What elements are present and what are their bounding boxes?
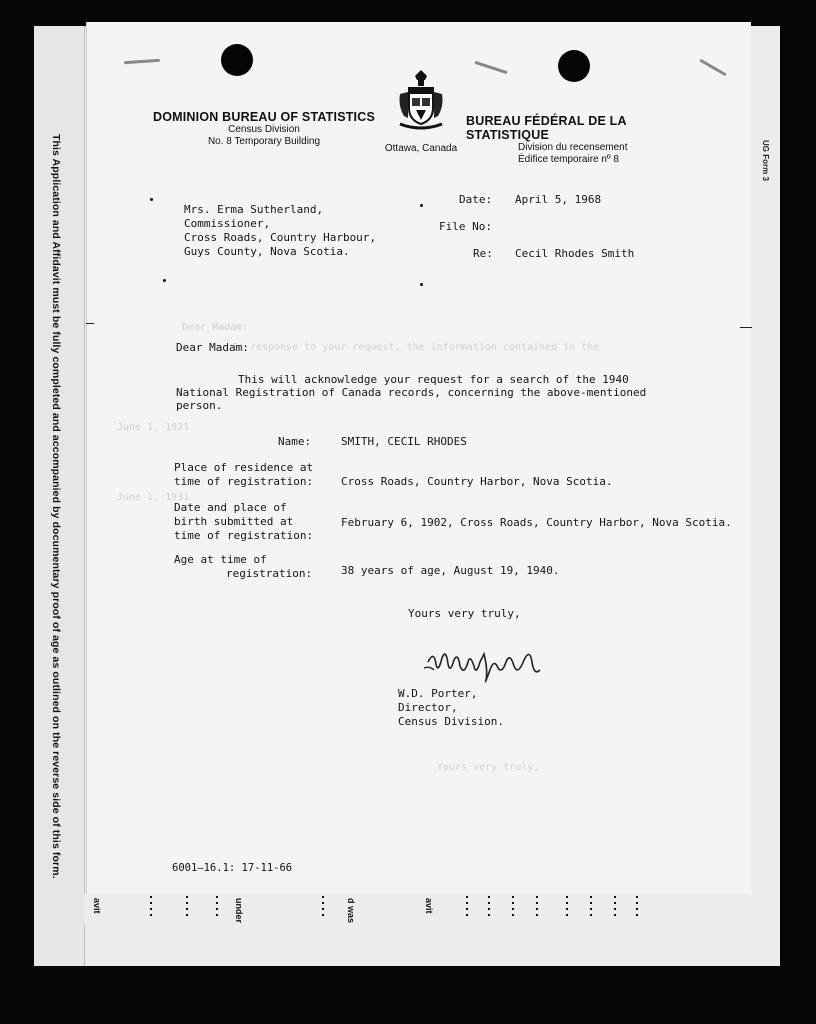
division-fr: Division du recensement bbox=[518, 142, 628, 153]
residence-label bbox=[174, 461, 313, 489]
location-line: Ottawa, Canada bbox=[384, 143, 458, 154]
dotted-rule bbox=[636, 896, 638, 920]
name-value: SMITH, CECIL RHODES bbox=[341, 435, 467, 448]
body-line: This will acknowledge your request for a search of the 1940 bbox=[238, 373, 629, 386]
address-window-marker bbox=[420, 204, 423, 207]
dotted-rule bbox=[614, 896, 616, 920]
re-label: Re: bbox=[473, 247, 493, 260]
bleed-through-text: In response to your request, the information contained in the bbox=[232, 342, 600, 353]
bleed-through-text: June 1, 1931 bbox=[117, 492, 190, 503]
age-label bbox=[174, 553, 312, 581]
building-fr: Édifice temporaire nº 8 bbox=[518, 154, 619, 165]
salutation: Dear Madam: bbox=[176, 341, 249, 354]
birth-label bbox=[174, 501, 313, 543]
valediction: Yours very truly, bbox=[408, 607, 521, 620]
dotted-rule bbox=[186, 896, 188, 920]
dotted-rule bbox=[536, 896, 538, 920]
name-label: Name: bbox=[278, 435, 312, 448]
address-window-marker bbox=[420, 283, 423, 286]
age-label-line: registration: bbox=[226, 567, 313, 580]
side-instruction-note: This Application and Affidavit must be fully completed and accompanied by documentary proof of age as outlined on the reverse side of this form. bbox=[50, 134, 62, 879]
age-label-line: Age at time of bbox=[174, 553, 267, 566]
body-line: National Registration of Canada records, concerning the above-mentioned bbox=[176, 386, 647, 399]
addressee-block bbox=[184, 203, 376, 259]
bottom-word: avit bbox=[424, 898, 434, 914]
date-label: Date: bbox=[459, 193, 493, 206]
org-name-fr: BUREAU FÉDÉRAL DE LA STATISTIQUE bbox=[466, 114, 627, 142]
fold-tick bbox=[740, 327, 752, 328]
residence-label-line: time of registration: bbox=[174, 475, 314, 488]
header-left bbox=[150, 110, 378, 148]
dotted-rule bbox=[322, 896, 324, 920]
addressee-line: Mrs. Erma Sutherland, bbox=[184, 203, 324, 216]
handwritten-signature bbox=[420, 640, 550, 690]
punch-hole bbox=[558, 50, 590, 82]
org-name-en: DOMINION BUREAU OF STATISTICS bbox=[153, 110, 375, 124]
birth-value: February 6, 1902, Cross Roads, Country Harbor, Nova Scotia. bbox=[341, 516, 732, 529]
dotted-rule bbox=[216, 896, 218, 920]
age-value: 38 years of age, August 19, 1940. bbox=[341, 564, 560, 577]
punch-hole bbox=[221, 44, 253, 76]
dotted-rule bbox=[466, 896, 468, 920]
bleed-through-text: June 1, 1921 bbox=[117, 422, 190, 433]
form-number: 6001—16.1: 17-11-66 bbox=[172, 862, 293, 874]
coat-of-arms-icon bbox=[396, 68, 446, 132]
birth-label-line: Date and place of bbox=[174, 501, 287, 514]
addressee-line: Commissioner, bbox=[184, 217, 271, 230]
addressee-line: Cross Roads, Country Harbour, bbox=[184, 231, 377, 244]
bleed-through-text: Dear Madam: bbox=[182, 322, 249, 333]
address-window-marker bbox=[163, 279, 166, 282]
bottom-word: under bbox=[234, 898, 244, 924]
address-window-marker bbox=[150, 198, 153, 201]
dotted-rule bbox=[566, 896, 568, 920]
header-right bbox=[466, 114, 696, 166]
signature-block bbox=[398, 687, 504, 729]
addressee-line: Guys County, Nova Scotia. bbox=[184, 245, 350, 258]
birth-label-line: birth submitted at bbox=[174, 515, 294, 528]
signatory-division: Census Division. bbox=[398, 715, 504, 728]
residence-label-line: Place of residence at bbox=[174, 461, 314, 474]
bottom-word: d was bbox=[346, 898, 356, 924]
re-value: Cecil Rhodes Smith bbox=[515, 247, 635, 260]
file-number-label: File No: bbox=[439, 220, 492, 233]
division-en: Census Division bbox=[228, 124, 300, 135]
dotted-rule bbox=[150, 896, 152, 920]
signatory-name: W.D. Porter, bbox=[398, 687, 478, 700]
residence-value: Cross Roads, Country Harbor, Nova Scotia. bbox=[341, 475, 613, 488]
signatory-title: Director, bbox=[398, 701, 458, 714]
bleed-through-text: Yours very truly, bbox=[437, 762, 540, 773]
edge-tag: UG Form 3 bbox=[761, 140, 770, 181]
bottom-word: avit bbox=[92, 898, 102, 914]
dotted-rule bbox=[590, 896, 592, 920]
header-center bbox=[368, 143, 474, 155]
dotted-rule bbox=[488, 896, 490, 920]
birth-label-line: time of registration: bbox=[174, 529, 314, 542]
building-en: No. 8 Temporary Building bbox=[207, 136, 321, 147]
date-value: April 5, 1968 bbox=[515, 193, 602, 206]
fold-tick bbox=[86, 323, 94, 324]
dotted-rule bbox=[512, 896, 514, 920]
body-line: person. bbox=[176, 399, 223, 412]
